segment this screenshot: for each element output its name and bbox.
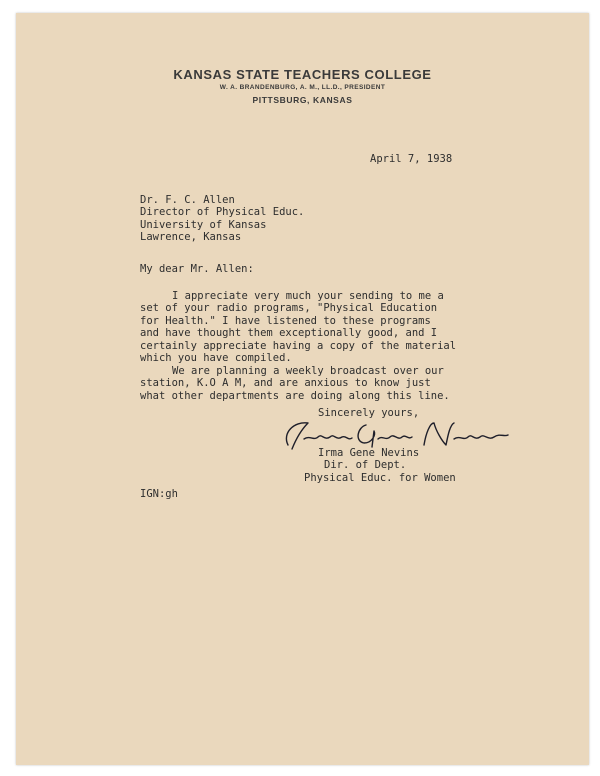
signer-name: Irma Gene Nevins [318,447,420,459]
recipient-line: Lawrence, Kansas [140,231,242,244]
signer-department: Physical Educ. for Women [304,471,456,484]
letter-page [16,13,589,765]
body-paragraph-2 [140,365,450,402]
signature-block [304,447,456,484]
paragraph-line: and have thought them exceptionally good, and I [140,327,438,340]
complimentary-close: Sincerely yours, [318,407,420,419]
paragraph-line: set of your radio programs, "Physical Education [140,302,438,315]
recipient-line: University of Kansas [140,218,267,231]
paragraph-line: what other departments are doing along this line. [140,389,450,402]
paragraph-line: station, K.O A M, and are anxious to know just [140,377,431,390]
recipient-line: Director of Physical Educ. [140,206,305,219]
letterhead-institution: KANSAS STATE TEACHERS COLLEGE [173,67,432,82]
paragraph-line: for Health." I have listened to these programs [140,314,431,327]
letterhead-location: PITTSBURG, KANSAS [252,95,353,105]
reference-initials: IGN:gh [140,488,178,500]
letterhead-president: W. A. BRANDENBURG, A. M., LL.D., PRESIDENT [219,84,386,91]
body-paragraph-1 [140,290,456,364]
paragraph-line: certainly appreciate having a copy of the material [140,339,457,352]
letter-date: April 7, 1938 [370,153,453,165]
paragraph-line: which you have compiled. [140,352,292,365]
recipient-address [140,194,304,244]
signer-title: Dir. of Dept. [324,459,407,472]
salutation: My dear Mr. Allen: [140,263,254,275]
recipient-line: Dr. F. C. Allen [140,194,235,206]
paragraph-line: We are planning a weekly broadcast over our [172,365,444,377]
paragraph-line: I appreciate very much your sending to me a [172,290,444,302]
